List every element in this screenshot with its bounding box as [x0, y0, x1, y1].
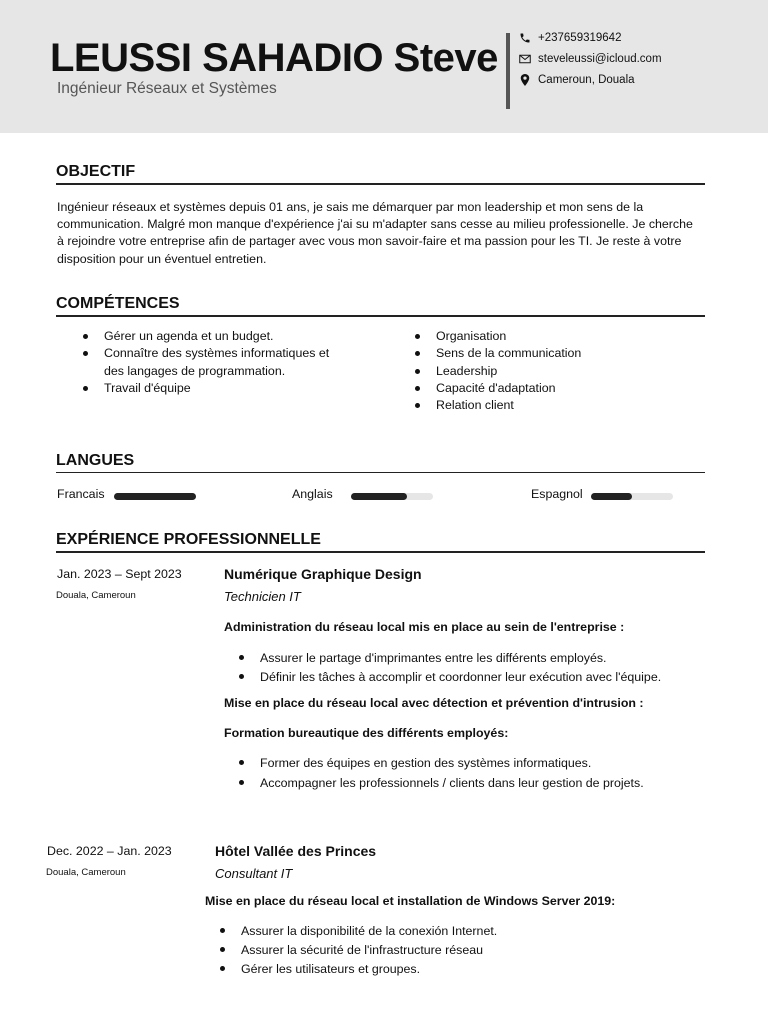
task-heading: Mise en place du réseau local et installation de Windows Server 2019:	[205, 894, 616, 908]
language-level-bar	[591, 493, 673, 500]
objective-line: communication. Malgré mon manque d'expérience j'ai su m'adapter sans cesse au milieu professionelle. Je cherche	[57, 217, 693, 232]
list-item: Assurer la disponibilité de la conexión Internet.	[217, 922, 697, 941]
section-rule	[56, 472, 705, 473]
contact-phone	[518, 31, 621, 45]
location-text: Cameroun, Douala	[538, 74, 635, 86]
list-item: Relation client	[412, 397, 692, 414]
job-dates: Jan. 2023 – Sept 2023	[57, 567, 182, 581]
envelope-icon	[518, 52, 532, 66]
section-rule	[56, 551, 705, 553]
objective-line: à rejoindre votre entreprise afin de partager avec vous mon savoir-faire et ma passion pour les TI. Je reste à votre	[57, 234, 682, 249]
objective-line: disposition pour un éventuel entretien.	[57, 251, 267, 266]
task-list	[236, 649, 706, 686]
language-level-fill	[591, 493, 632, 500]
languages-section	[56, 451, 705, 471]
task-list	[217, 922, 697, 979]
list-item: Connaître des systèmes informatiques et des langages de programmation.	[80, 345, 370, 380]
phone-text: +237659319642	[538, 32, 622, 44]
section-heading: EXPÉRIENCE PROFESSIONNELLE	[56, 531, 321, 548]
task-heading: Mise en place du réseau local avec détection et prévention d'intrusion :	[224, 696, 644, 710]
section-heading: LANGUES	[56, 452, 135, 469]
job-role: Consultant IT	[215, 866, 293, 881]
location-pin-icon	[518, 73, 532, 87]
language-label: Anglais	[292, 487, 333, 501]
objective-line: Ingénieur réseaux et systèmes depuis 01 ans, je sais me démarquer par mon leadership et mon sens de la	[57, 200, 644, 214]
section-heading: OBJECTIF	[56, 163, 136, 180]
skills-list-right	[412, 328, 692, 414]
section-heading: COMPÉTENCES	[56, 295, 180, 312]
list-item: Travail d'équipe	[80, 380, 370, 397]
language-label: Espagnol	[531, 487, 583, 501]
objective-text	[57, 199, 705, 268]
list-item: Définir les tâches à accomplir et coordonner leur exécution avec l'équipe.	[236, 668, 706, 687]
list-item: Accompagner les professionnels / clients dans leur gestion de projets.	[236, 774, 706, 794]
contact-email	[518, 52, 662, 66]
job-location: Douala, Cameroun	[56, 590, 136, 601]
phone-icon	[518, 31, 532, 45]
job-location: Douala, Cameroun	[46, 867, 126, 878]
list-item: Gérer un agenda et un budget.	[80, 328, 370, 345]
company-name: Numérique Graphique Design	[224, 566, 422, 582]
job-dates: Dec. 2022 – Jan. 2023	[47, 844, 172, 858]
section-rule	[56, 315, 705, 317]
list-item: Gérer les utilisateurs et groupes.	[217, 960, 697, 979]
task-list	[236, 754, 706, 793]
section-rule	[56, 183, 705, 185]
skills-section	[56, 294, 705, 314]
language-level-fill	[351, 493, 407, 500]
contact-location	[518, 73, 635, 87]
language-level-bar	[114, 493, 196, 500]
candidate-name: LEUSSI SAHADIO Steve	[50, 36, 498, 80]
objective-section	[56, 162, 705, 182]
language-level-fill	[114, 493, 196, 500]
company-name: Hôtel Vallée des Princes	[215, 843, 377, 859]
list-item: Organisation	[412, 328, 692, 345]
list-item: Leadership	[412, 363, 692, 380]
header-divider	[506, 33, 510, 109]
language-label: Francais	[57, 487, 105, 501]
email-text: steveleussi@icloud.com	[538, 53, 662, 65]
list-item: Capacité d'adaptation	[412, 380, 692, 397]
experience-section	[56, 530, 705, 550]
list-item: Former des équipes en gestion des systèmes informatiques.	[236, 754, 706, 774]
job-title: Ingénieur Réseaux et Systèmes	[57, 80, 277, 97]
job-role: Technicien IT	[224, 589, 301, 604]
task-heading: Formation bureautique des différents employés:	[224, 726, 509, 740]
language-level-bar	[351, 493, 433, 500]
task-heading: Administration du réseau local mis en place au sein de l'entreprise :	[224, 620, 625, 634]
list-item: Assurer le partage d'imprimantes entre les différents employés.	[236, 649, 706, 668]
list-item: Sens de la communication	[412, 345, 692, 362]
skills-list-left	[80, 328, 370, 397]
list-item: Assurer la sécurité de l'infrastructure réseau	[217, 941, 697, 960]
